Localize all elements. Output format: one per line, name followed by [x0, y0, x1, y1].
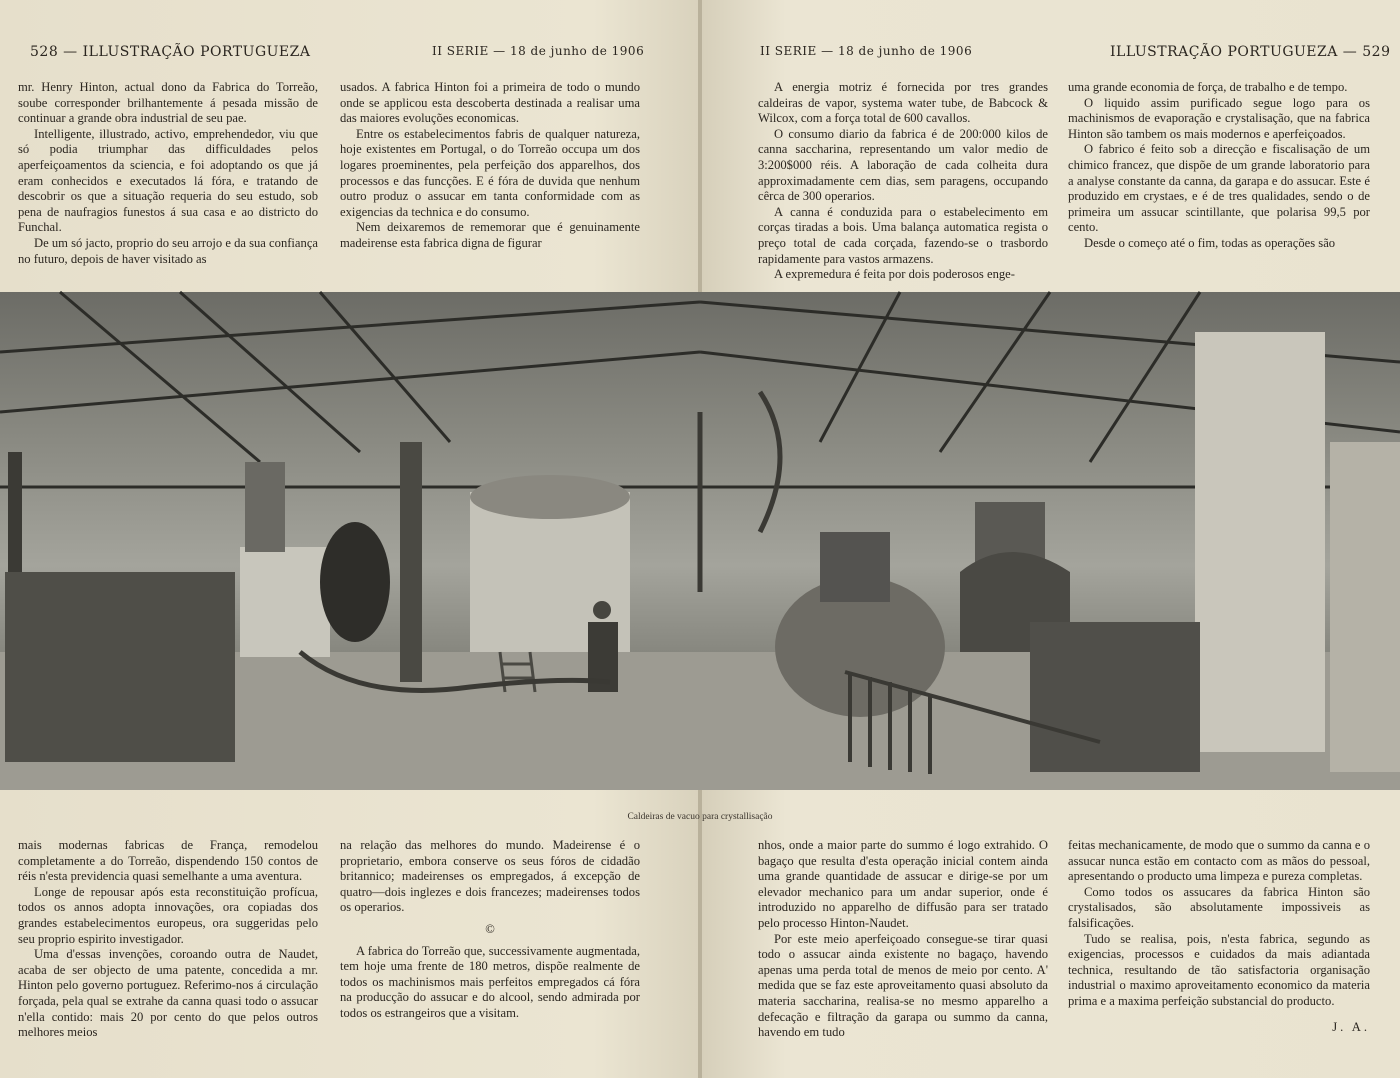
- factory-interior-illustration: [0, 292, 1400, 790]
- author-signature: J. A.: [1332, 1019, 1370, 1034]
- factory-photograph: [0, 292, 1400, 790]
- paragraph: A canna é conduzida para o estabelecimento em corças tiradas a bois. Uma balança automatica regista o preço total de cada corçada, fazendo-se o trasbordo rapidamente para vastos armazens.: [758, 204, 1048, 266]
- paragraph: mais modernas fabricas de França, remodelou completamente a do Torreão, dispendendo 150 contos de réis n'esta previdencia quasi semelhante a uma aventura.: [18, 838, 318, 884]
- section-ornament: ©: [485, 921, 495, 936]
- paragraph: Uma d'essas invenções, coroando outra de Naudet, acaba de ser objecto de uma patente, concedida a mr. Hinton pelo governo portuguez. Referimo-nos á circulação forçada, pela qual se extrahe da canna quasi todo o assucar n'ella contido: mais 20 por cento do que pelos outros melhores meios: [18, 947, 318, 1040]
- paragraph: Longe de repousar após esta reconstituição profícua, todos os annos adopta innovações, ora copiadas dos grandes estabelecimentos europeus, ora suggeridas pelo seu proprio espirito investigador.: [18, 884, 318, 946]
- paragraph: A expremedura é feita por dois poderosos enge-: [774, 267, 1015, 282]
- column-bottom-2: [340, 838, 640, 1038]
- right-page-title: ILLUSTRAÇÃO PORTUGUEZA — 529: [1110, 44, 1391, 60]
- paragraph: Entre os estabelecimentos fabris de qualquer natureza, hoje existentes em Portugal, o do Torreão occupa um dos logares proeminentes, pela perfeição dos apparelhos, dos processos e das funcções. E é fóra de duvida que nenhum outro produz o assucar em tanta conformidade com as exigencias da technica e do consumo.: [340, 126, 640, 219]
- paragraph: O liquido assim purificado segue logo para os machinismos de evaporação e crystalisação, que na fabrica Hinton são tambem os mais modernos e aperfeiçoados.: [1068, 95, 1370, 141]
- paragraph: uma grande economia de força, de trabalho e de tempo.: [1068, 80, 1348, 94]
- paragraph: nhos, onde a maior parte do summo é logo extrahido. O bagaço que resulta d'esta operação inicial contem ainda uma grande quantidade de assucar e dirige-se por um elevador mechanico para um andar superior, onde é introduzido no apparelho de diffusão para ser tratado pelo processo Hinton-Naudet.: [758, 838, 1048, 930]
- left-page-title: 528 — ILLUSTRAÇÃO PORTUGUEZA: [30, 44, 311, 60]
- paragraph: Desde o começo até o fim, todas as operações são: [1084, 235, 1336, 250]
- column-bottom-4: [1068, 838, 1370, 1058]
- photo-caption: Caldeiras de vacuo para crystallisação: [627, 812, 773, 822]
- paragraph: Tudo se realisa, pois, n'esta fabrica, segundo as exigencias, processos e cuidados da mais adiantada technica, resultando de tão satisfactoria organisação industrial o maximo aproveitamento economico da materia prima e a maxima perfeição substancial do producto.: [1068, 931, 1370, 1008]
- column-bottom-3: [758, 838, 1048, 1038]
- paragraph: feitas mechanicamente, de modo que o summo da canna e o assucar nunca estão em contacto com as mãos do pessoal, apresentando o producto uma limpeza e pureza completas.: [1068, 838, 1370, 884]
- paragraph: O fabrico é feito sob a direcção e fiscalisação de um chimico francez, que dispõe de um grande laboratorio para a analyse constante da canna, da garapa e do assucar. Este é produzido em crystaes, e é de tres qualidades, sendo o de primeira um assucar scintillante, que polarisa 99,5 por cento.: [1068, 142, 1370, 235]
- paragraph: A energia motriz é fornecida por tres grandes caldeiras de vapor, systema water tube, de Babcock & Wilcox, com a força total de 600 cavallos.: [758, 80, 1048, 126]
- paragraph: Como todos os assucares da fabrica Hinton são crystalisados, são absolutamente impossiveis as falsificações.: [1068, 884, 1370, 930]
- paragraph: mr. Henry Hinton, actual dono da Fabrica do Torreão, soube corresponder brilhantemente á pesada missão de continuar a grande obra industrial de seu pae.: [18, 80, 318, 126]
- left-serie-date: II SERIE — 18 de junho de 1906: [432, 44, 645, 58]
- paragraph: usados. A fabrica Hinton foi a primeira de todo o mundo onde se applicou esta descoberta destinada a realisar uma das maiores evoluções economicas.: [340, 80, 640, 126]
- right-serie-date: II SERIE — 18 de junho de 1906: [760, 44, 973, 58]
- paragraph: O consumo diario da fabrica é de 200:000 kilos de canna saccharina, representando um valor medio de 3:200$000 réis. A laboração de cada colheita dura approximadamente cem dias, sem paragens, occupando cêrca de 300 operarios.: [758, 126, 1048, 204]
- paragraph: Nem deixaremos de rememorar que é genuinamente madeirense esta fabrica digna de figurar: [340, 220, 640, 250]
- paragraph: A fabrica do Torreão que, successivamente augmentada, tem hoje uma frente de 180 metros, dispõe realmente de todos os machinismos mais perfeitos empregados cá fóra na producção do assucar e do alcool, sendo admirada por todos os estrangeiros que a visitam.: [340, 943, 640, 1020]
- column-top-1: [18, 80, 318, 266]
- column-top-3: [758, 80, 1048, 282]
- paragraph: na relação das melhores do mundo. Madeirense é o proprietario, embora conserve os seus fóros de cidadão britannico; madeirenses os empregados, á excepção de quatro—dois inglezes e dois francezes; madeirenses todos os operarios.: [340, 838, 640, 915]
- paragraph: Intelligente, illustrado, activo, emprehendedor, viu que só podia triumphar das difficuldades pelos aperfeiçoamentos da sciencia, e foi adoptando os que já eram conhecidos e executados lá fóra, e tratando de descobrir os que a situação requeria do seu estudo, sob pena de naufragios funestos á sua casa e ao districto do Funchal.: [18, 126, 318, 235]
- paragraph: Por este meio aperfeiçoado consegue-se tirar quasi todo o assucar ainda existente no bagaço, havendo apenas uma perda total de menos de meio por cento. A' medida que se faz este aproveitamento quasi absoluto da materia saccharina, realisa-se no mesmo apparelho a defecação e filtração da garapa ou summo da canna, havendo em tudo: [758, 931, 1048, 1040]
- column-top-2: [340, 80, 640, 258]
- column-bottom-1: [18, 838, 318, 1038]
- column-top-4: [1068, 80, 1370, 258]
- paragraph: De um só jacto, proprio do seu arrojo e da sua confiança no futuro, depois de haver visitado as: [18, 235, 318, 266]
